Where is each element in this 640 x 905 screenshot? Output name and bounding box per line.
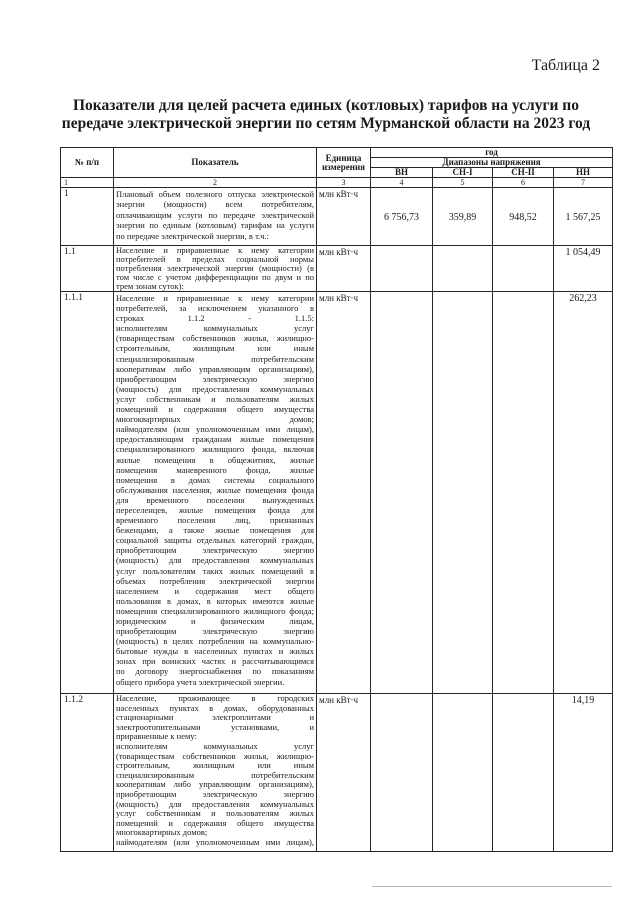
table-row bbox=[61, 292, 613, 694]
indicator-text-line: наймодателям (или уполномоченным ими лицам), bbox=[116, 424, 314, 435]
indicator-text-line: услуг собственникам и пользователям жилых bbox=[116, 808, 314, 819]
header-level-sn1: СН-I bbox=[433, 168, 493, 178]
indicator-text-line: помещения специализированного жилищного фонда; bbox=[116, 605, 314, 616]
column-number: 1 bbox=[61, 178, 114, 188]
indicator-cell bbox=[114, 292, 317, 694]
indicator-text-line: стационарными электроплитами и bbox=[116, 712, 314, 723]
header-level-sn2: СН-II bbox=[493, 168, 554, 178]
indicator-text-line: бытовые нужды в населенных пунктах и жилых bbox=[116, 646, 314, 657]
indicator-text-line: жилые помещения в общежитиях, жилые bbox=[116, 454, 314, 465]
indicator-text-line: том числе с учетом дифференциации по двум и по bbox=[116, 272, 314, 282]
indicator-text-line: Население, проживающее в городских bbox=[116, 693, 314, 703]
table-label: Таблица 2 bbox=[531, 57, 600, 74]
unit-cell: млн кВт·ч bbox=[317, 188, 371, 246]
indicator-text-line: трем зонам суток): bbox=[116, 281, 184, 291]
title-line: передаче электрической энергии по сетям Мурманской области на 2023 год bbox=[61, 115, 591, 132]
indicator-text-line: наймодателям (или уполномоченным ими лицам), bbox=[116, 836, 314, 847]
column-number: 2 bbox=[114, 178, 317, 188]
unit-cell: млн кВт·ч bbox=[317, 246, 371, 292]
indicator-cell bbox=[114, 246, 317, 292]
indicator-cell bbox=[114, 694, 317, 852]
indicator-text-line: кооперативам либо управляющим организациям), bbox=[116, 779, 314, 790]
indicator-text-line: энергии по единым (котловым) тарифам на услуги bbox=[116, 220, 314, 231]
row-number: 1.1 bbox=[61, 246, 114, 292]
table-row bbox=[61, 188, 613, 246]
indicator-text-line: кооперативам либо управляющим организациям), bbox=[116, 363, 314, 374]
header-level-vn: ВН bbox=[371, 168, 433, 178]
indicator-text-line: потребления электрической энергии (мощности) (в bbox=[116, 263, 314, 273]
indicator-text-line: предоставляющим гражданам жилые помещения bbox=[116, 434, 314, 445]
value-sn2 bbox=[493, 694, 554, 852]
indicator-text-line: беженцами, а также жилые помещения для bbox=[116, 525, 314, 536]
header-year: год bbox=[371, 148, 613, 158]
table-row bbox=[61, 694, 613, 852]
indicator-text-line: помещений и содержания общего имущества bbox=[116, 404, 314, 415]
column-number: 7 bbox=[554, 178, 613, 188]
document-title bbox=[56, 97, 596, 133]
indicator-text-line: объемах потребления электрической энергии bbox=[116, 575, 314, 586]
value-sn2 bbox=[493, 292, 554, 694]
title-line: Показатели для целей расчета единых (котловых) тарифов на услуги по bbox=[72, 97, 579, 114]
column-number: 3 bbox=[317, 178, 371, 188]
indicator-text-line: исполнителям коммунальных услуг bbox=[116, 323, 314, 334]
header-unit: Единица измерения bbox=[317, 148, 371, 178]
indicator-text-line: исполнителям коммунальных услуг bbox=[116, 740, 314, 751]
value-nn: 1 567,25 bbox=[554, 188, 613, 246]
indicator-text-line: пользования в домах, в которых имеются жилые bbox=[116, 595, 314, 606]
column-number: 6 bbox=[493, 178, 554, 188]
indicator-text-line: (мощность) для предоставления коммунальных bbox=[116, 555, 314, 566]
header-number: № п/п bbox=[61, 148, 114, 178]
value-vn bbox=[371, 694, 433, 852]
indicator-text-line: строительным, жилищным или иным bbox=[116, 343, 314, 354]
unit-cell: млн кВт·ч bbox=[317, 694, 371, 852]
indicator-text-line: помещения маневренного фонда, жилые bbox=[116, 464, 314, 475]
column-number: 5 bbox=[433, 178, 493, 188]
indicator-text-line: (мощность) для предоставления коммунальных bbox=[116, 798, 314, 809]
value-sn1 bbox=[433, 246, 493, 292]
indicator-text-line: помещений и содержания общего имущества bbox=[116, 817, 314, 828]
indicator-text-line: юридическим и физическим лицам, bbox=[116, 616, 314, 626]
column-number: 4 bbox=[371, 178, 433, 188]
indicator-text-line: (товариществам собственников жилья, жилищно- bbox=[116, 750, 314, 761]
indicator-text-line: Население и приравненные к нему категории bbox=[116, 293, 314, 303]
indicator-text-line: обслуживания населения, жилые помещения фонда bbox=[116, 484, 314, 495]
indicator-text-line: зонах при воинских частях и рассчитывающимся bbox=[116, 656, 314, 667]
indicator-text-line: специализированным потребительским bbox=[116, 769, 314, 780]
indicator-text-line: потребителей в пределах социальной нормы bbox=[116, 254, 314, 264]
indicator-text-line: Плановый объем полезного отпуска электрической bbox=[116, 189, 314, 199]
indicator-text-line: переселенцев, жилые помещения фонда для bbox=[116, 504, 314, 515]
indicator-text-line: (товариществам собственников жилья, жилищно- bbox=[116, 333, 314, 344]
indicator-text-line: приобретающим электрическую энергию bbox=[116, 788, 314, 799]
indicator-text-line: социальной защиты отдельных категорий граждан, bbox=[116, 535, 314, 546]
tariff-indicators-table bbox=[60, 147, 613, 852]
indicator-text-line: строительным, жилищным или иным bbox=[116, 760, 314, 771]
value-vn bbox=[371, 292, 433, 694]
indicator-text-line: услуг пользователям таких жилых помещений в bbox=[116, 565, 314, 576]
indicator-text-line: временного поселения лиц, признанных bbox=[116, 515, 314, 526]
indicator-text-line: приобретающим электрическую энергию bbox=[116, 626, 314, 637]
indicator-text-line: (мощность) для предоставления коммунальных bbox=[116, 383, 314, 394]
row-number: 1 bbox=[61, 188, 114, 246]
indicator-text-line: приравненные к нему: bbox=[116, 731, 197, 742]
indicator-text-line: по передаче электрической энергии, в т.ч.: bbox=[116, 230, 270, 241]
value-nn: 14,19 bbox=[554, 694, 613, 852]
indicator-text-line: услуг собственникам и пользователям жилых bbox=[116, 393, 314, 404]
indicator-text-line: общего прибора учета электрической энергии. bbox=[116, 676, 285, 687]
indicator-text-line: электроотопительными установками, и bbox=[116, 721, 314, 732]
indicator-text-line: населением и содержания мест общего bbox=[116, 585, 314, 596]
value-vn: 6 756,73 bbox=[371, 188, 433, 246]
indicator-text-line: населенных пунктах в домах, оборудованных bbox=[116, 702, 314, 713]
indicator-text-line: специализированным потребительским bbox=[116, 353, 314, 364]
indicator-text-line: многоквартирных домов; bbox=[116, 414, 314, 425]
indicator-text-line: потребителей, за исключением указанного в bbox=[116, 303, 314, 314]
value-sn1: 359,89 bbox=[433, 188, 493, 246]
value-nn: 1 054,49 bbox=[554, 246, 613, 292]
row-number: 1.1.1 bbox=[61, 292, 114, 694]
indicator-text-line: по договору энергоснабжения по показаниям bbox=[116, 666, 314, 677]
indicator-text-line: для временного поселения вынужденных bbox=[116, 494, 314, 505]
indicator-text-line: специализированного жилищного фонда, включая bbox=[116, 444, 314, 455]
indicator-text-line: многоквартирных домов; bbox=[116, 827, 208, 838]
value-sn2 bbox=[493, 246, 554, 292]
indicator-text-line: оплачивающим услуги по передаче электрической bbox=[116, 209, 314, 220]
indicator-text-line: помещения в домах системы социального bbox=[116, 474, 314, 485]
indicator-text-line: приобретающим электрическую энергию bbox=[116, 545, 314, 556]
column-numbers-row bbox=[61, 178, 613, 188]
table-row bbox=[61, 246, 613, 292]
scan-artifact-line bbox=[372, 886, 612, 887]
indicator-text-line: (мощность) в целях потребления на коммунально- bbox=[116, 636, 314, 647]
value-nn: 262,23 bbox=[554, 292, 613, 694]
header-level-nn: НН bbox=[554, 168, 613, 178]
value-sn1 bbox=[433, 292, 493, 694]
indicator-text-line: приобретающим электрическую энергию bbox=[116, 373, 314, 384]
header-indicator: Показатель bbox=[114, 148, 317, 178]
value-sn1 bbox=[433, 694, 493, 852]
unit-cell: млн кВт·ч bbox=[317, 292, 371, 694]
row-number: 1.1.2 bbox=[61, 694, 114, 852]
header-voltage-ranges: Диапазоны напряжения bbox=[371, 158, 613, 168]
indicator-text-line: строках 1.1.2 - 1.1.5: bbox=[116, 313, 314, 324]
indicator-text-line: энергии (мощности) всем потребителям, bbox=[116, 199, 314, 210]
table-header-row bbox=[61, 148, 613, 158]
value-vn bbox=[371, 246, 433, 292]
value-sn2: 948,52 bbox=[493, 188, 554, 246]
indicator-text-line: Население и приравненные к нему категории bbox=[116, 245, 314, 255]
indicator-cell bbox=[114, 188, 317, 246]
